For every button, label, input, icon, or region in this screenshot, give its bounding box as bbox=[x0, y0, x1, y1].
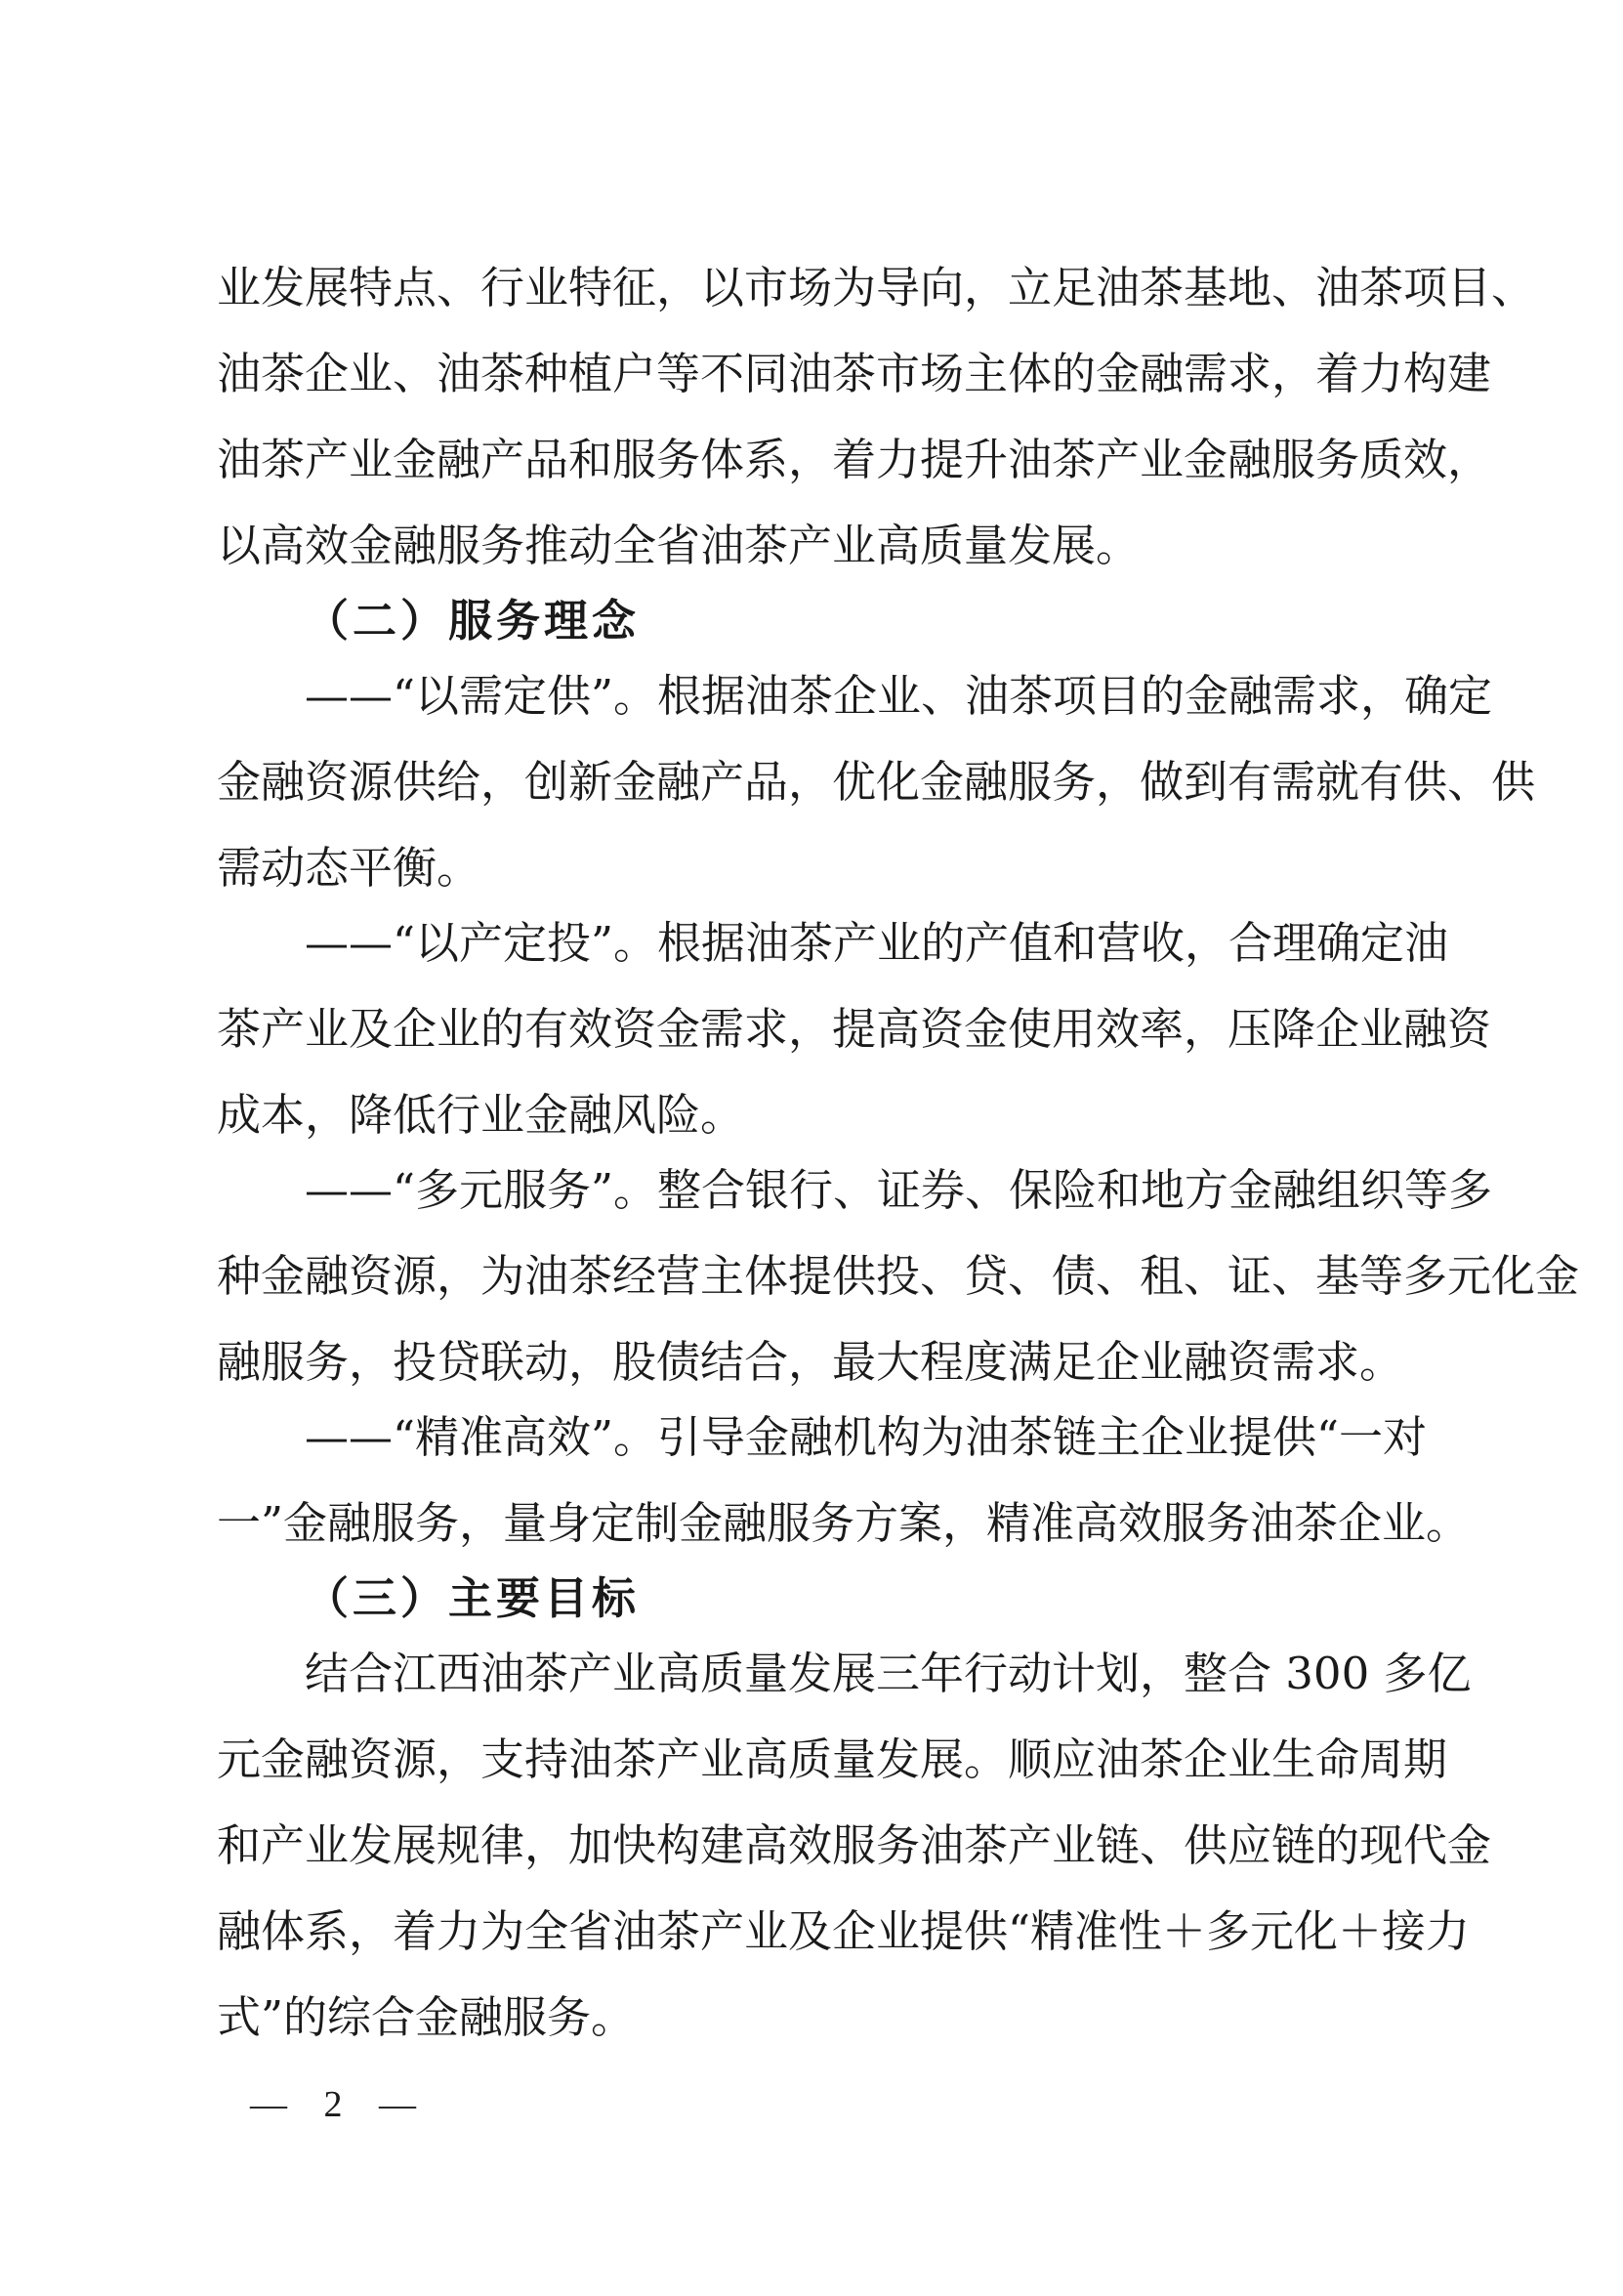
body-text-line: 以高效金融服务推动全省油茶产业高质量发展。 bbox=[217, 520, 1141, 571]
body-text-line: 业发展特点、行业特征，以市场为导向，立足油茶基地、油茶项目、 bbox=[217, 262, 1536, 313]
body-text-line: 油茶企业、油茶种植户等不同油茶市场主体的金融需求，着力构建 bbox=[217, 348, 1492, 399]
page-number: — 2 — bbox=[250, 2084, 430, 2125]
body-text-line: ——“精准高效”。引导金融机构为油茶链主企业提供“一对 bbox=[305, 1411, 1428, 1463]
body-text-line: 融服务，投贷联动，股债结合，最大程度满足企业融资需求。 bbox=[217, 1336, 1404, 1388]
body-text-line: 一”金融服务，量身定制金融服务方案，精准高效服务油茶企业。 bbox=[217, 1497, 1471, 1549]
body-text-line: 金融资源供给，创新金融产品，优化金融服务，做到有需就有供、供 bbox=[217, 756, 1536, 808]
body-text-line: ——“以需定供”。根据油茶企业、油茶项目的金融需求，确定 bbox=[305, 670, 1493, 722]
body-text-line: 结合江西油茶产业高质量发展三年行动计划，整合 300 多亿 bbox=[305, 1648, 1472, 1699]
section-heading: （二）服务理念 bbox=[305, 595, 641, 647]
body-text-line: 和产业发展规律，加快构建高效服务油茶产业链、供应链的现代金 bbox=[217, 1819, 1492, 1871]
body-text-line: ——“以产定投”。根据油茶产业的产值和营收，合理确定油 bbox=[305, 917, 1449, 969]
body-text-line: 需动态平衡。 bbox=[217, 842, 481, 894]
body-text-line: 式”的综合金融服务。 bbox=[217, 1991, 636, 2043]
section-heading: （三）主要目标 bbox=[305, 1572, 641, 1624]
body-text-line: 元金融资源，支持油茶产业高质量发展。顺应油茶企业生命周期 bbox=[217, 1733, 1448, 1785]
body-text-line: 油茶产业金融产品和服务体系，着力提升油茶产业金融服务质效， bbox=[217, 434, 1492, 485]
body-text-line: 种金融资源，为油茶经营主体提供投、贷、债、租、证、基等多元化金 bbox=[217, 1250, 1580, 1302]
body-text-line: 融体系，着力为全省油茶产业及企业提供“精准性＋多元化＋接力 bbox=[217, 1905, 1471, 1957]
body-text-line: ——“多元服务”。整合银行、证券、保险和地方金融组织等多 bbox=[305, 1164, 1493, 1216]
body-text-line: 茶产业及企业的有效资金需求，提高资金使用效率，压降企业融资 bbox=[217, 1003, 1492, 1055]
body-text-line: 成本，降低行业金融风险。 bbox=[217, 1089, 745, 1141]
